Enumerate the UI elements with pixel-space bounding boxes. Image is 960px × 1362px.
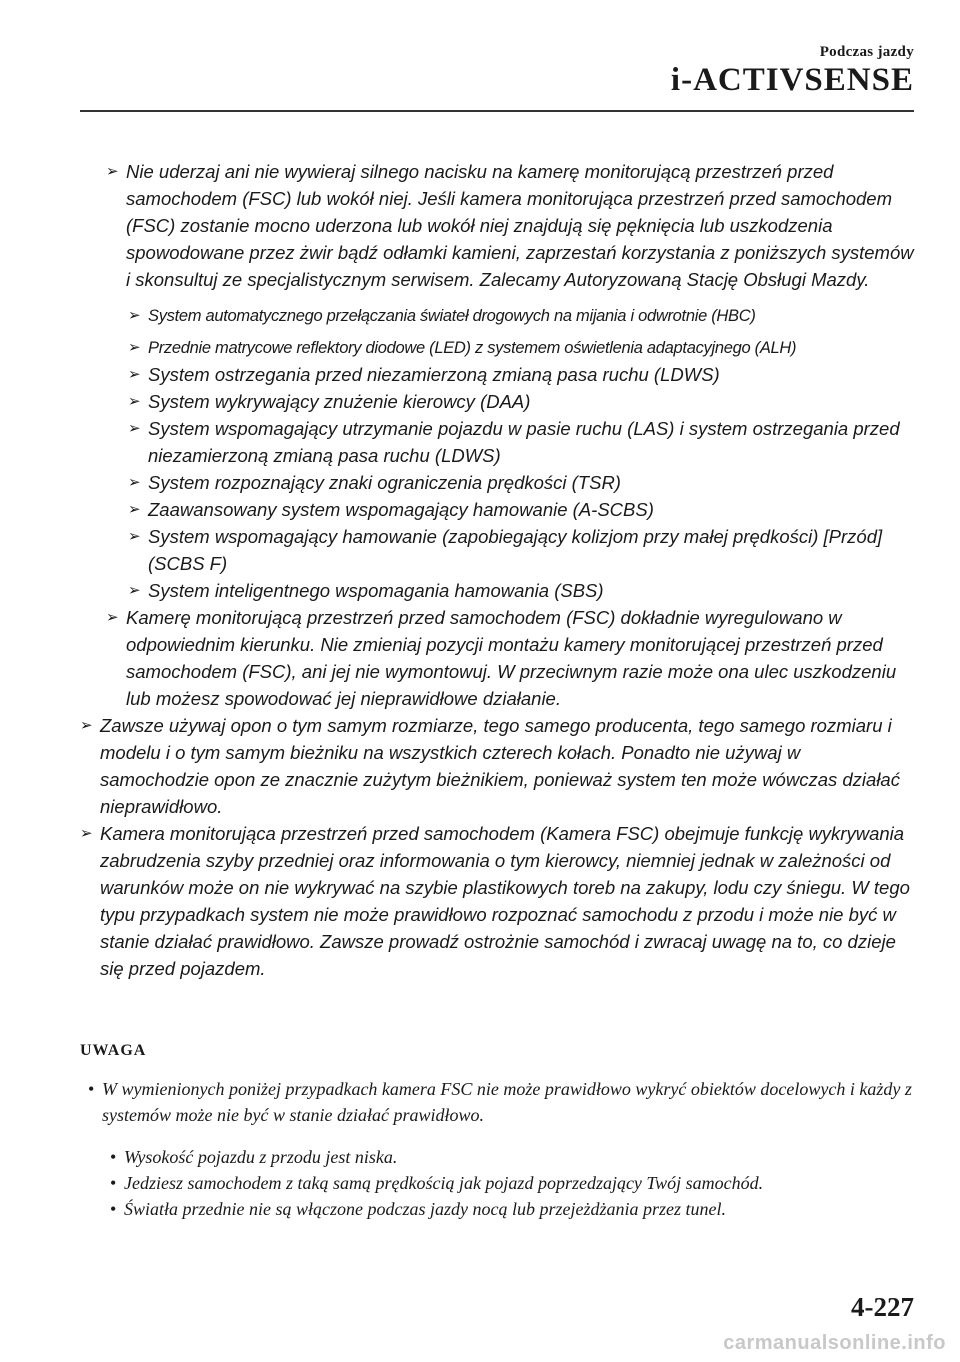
arrow-bullet-icon: ➢ <box>128 528 141 545</box>
system-text: System wykrywający znużenie kierowcy (DAA) <box>148 391 531 412</box>
arrow-bullet-icon: ➢ <box>80 825 93 842</box>
system-text: System wspomagający utrzymanie pojazdu w pasie ruchu (LAS) i system ostrzegania przed niezamierzoną zmianą pasa ruchu (LDWS) <box>148 418 900 466</box>
arrow-bullet-icon: ➢ <box>128 582 141 599</box>
arrow-bullet-icon: ➢ <box>128 339 141 356</box>
note-subitem <box>110 1196 914 1222</box>
note-text: Jedziesz samochodem z taką samą prędkością jak pojazd poprzedzający Twój samochód. <box>124 1173 764 1193</box>
arrow-bullet-icon: ➢ <box>128 501 141 518</box>
note-text: W wymienionych poniżej przypadkach kamera FSC nie może prawidłowo wykryć obiektów docelowych i każdy z systemów może nie być w stanie działać prawidłowo. <box>102 1079 912 1125</box>
system-item <box>128 361 914 388</box>
system-text: Przednie matrycowe reflektory diodowe (LED) z systemem oświetlenia adaptacyjnego (ALH) <box>148 339 797 357</box>
dot-bullet-icon: • <box>88 1079 95 1099</box>
system-item <box>128 496 914 523</box>
chapter-title: i-ACTIVSENSE <box>670 62 914 98</box>
caution-item <box>106 604 914 712</box>
caution-text: Nie uderzaj ani nie wywieraj silnego nacisku na kamerę monitorującą przestrzeń przed samochodem (FSC) lub wokół niej. Jeśli kamera monitorująca przestrzeń przed samochodem (FSC) zostanie mocno uderzona lub wokół niej znajdują się pęknięcia lub uszkodzenia spowodowane przez żwir bądź odłamki kamieni, zaprzestań korzystania z poniższych systemów i skonsultuj ze specjalistycznym serwisem. Zalecamy Autoryzowaną Stację Obsługi Mazdy. <box>126 161 914 290</box>
caution-item <box>80 712 914 820</box>
system-item <box>128 335 914 361</box>
note-text: Światła przednie nie są włączone podczas jazdy nocą lub przejeżdżania przez tunel. <box>124 1199 726 1219</box>
system-item <box>128 469 914 496</box>
arrow-bullet-icon: ➢ <box>128 307 141 324</box>
note-item <box>88 1076 914 1128</box>
system-item <box>128 523 914 577</box>
system-text: System inteligentnego wspomagania hamowania (SBS) <box>148 580 604 601</box>
arrow-bullet-icon: ➢ <box>128 420 141 437</box>
system-item <box>128 577 914 604</box>
header-divider <box>80 110 914 112</box>
system-text: System wspomagający hamowanie (zapobiegający kolizjom przy małej prędkości) [Przód] (SCBS F) <box>148 526 883 574</box>
watermark: carmanualsonline.info <box>723 1332 946 1354</box>
system-text: System automatycznego przełączania świateł drogowych na mijania i odwrotnie (HBC) <box>148 307 756 325</box>
system-item <box>128 303 914 329</box>
caution-text: Kamera monitorująca przestrzeń przed samochodem (Kamera FSC) obejmuje funkcję wykrywania zabrudzenia szyby przedniej oraz informowania o tym kierowcy, niemniej jednak w zależności od warunków może on nie wykrywać na szybie plastikowych toreb na zakupy, lodu czy śniegu. W tego typu przypadkach system nie może prawidłowo rozpoznać samochodu z przodu i może nie być w stanie działać prawidłowo. Zawsze prowadź ostrożnie samochód i zwracaj uwagę na to, co dzieje się przed pojazdem. <box>100 823 910 979</box>
system-text: System ostrzegania przed niezamierzoną zmianą pasa ruchu (LDWS) <box>148 364 720 385</box>
caution-item <box>80 820 914 982</box>
dot-bullet-icon: • <box>110 1173 117 1193</box>
page-header <box>671 44 914 99</box>
arrow-bullet-icon: ➢ <box>128 474 141 491</box>
caution-text: Kamerę monitorującą przestrzeń przed samochodem (FSC) dokładnie wyregulowano w odpowiednim kierunku. Nie zmieniaj pozycji montażu kamery monitorującej przestrzeń przed samochodem (FSC), ani jej nie wymontowuj. W przeciwnym razie może ona ulec uszkodzeniu lub możesz spowodować jej nieprawidłowe działanie. <box>126 607 897 709</box>
arrow-bullet-icon: ➢ <box>106 163 119 180</box>
section-label: Podczas jazdy <box>819 44 914 60</box>
page-number: 4-227 <box>851 1292 914 1322</box>
note-text: Wysokość pojazdu z przodu jest niska. <box>124 1147 398 1167</box>
note-subitem <box>110 1144 914 1170</box>
arrow-bullet-icon: ➢ <box>128 393 141 410</box>
dot-bullet-icon: • <box>110 1147 117 1167</box>
arrow-bullet-icon: ➢ <box>80 717 93 734</box>
caution-item <box>106 158 914 293</box>
system-item <box>128 415 914 469</box>
system-text: Zaawansowany system wspomagający hamowanie (A-SCBS) <box>148 499 654 520</box>
note-title: UWAGA <box>80 1042 147 1059</box>
caution-content <box>80 158 914 982</box>
system-text: System rozpoznający znaki ograniczenia prędkości (TSR) <box>148 472 621 493</box>
dot-bullet-icon: • <box>110 1199 117 1219</box>
caution-text: Zawsze używaj opon o tym samym rozmiarze, tego samego producenta, tego samego rozmiaru i modelu i o tym samym bieżniku na wszystkich czterech kołach. Ponadto nie używaj w samochodzie opon ze znacznie zużytym bieżnikiem, ponieważ system ten może wówczas działać nieprawidłowo. <box>100 715 900 817</box>
note-subitem <box>110 1170 914 1196</box>
note-section <box>80 1042 914 1222</box>
arrow-bullet-icon: ➢ <box>106 609 119 626</box>
system-item <box>128 388 914 415</box>
arrow-bullet-icon: ➢ <box>128 366 141 383</box>
